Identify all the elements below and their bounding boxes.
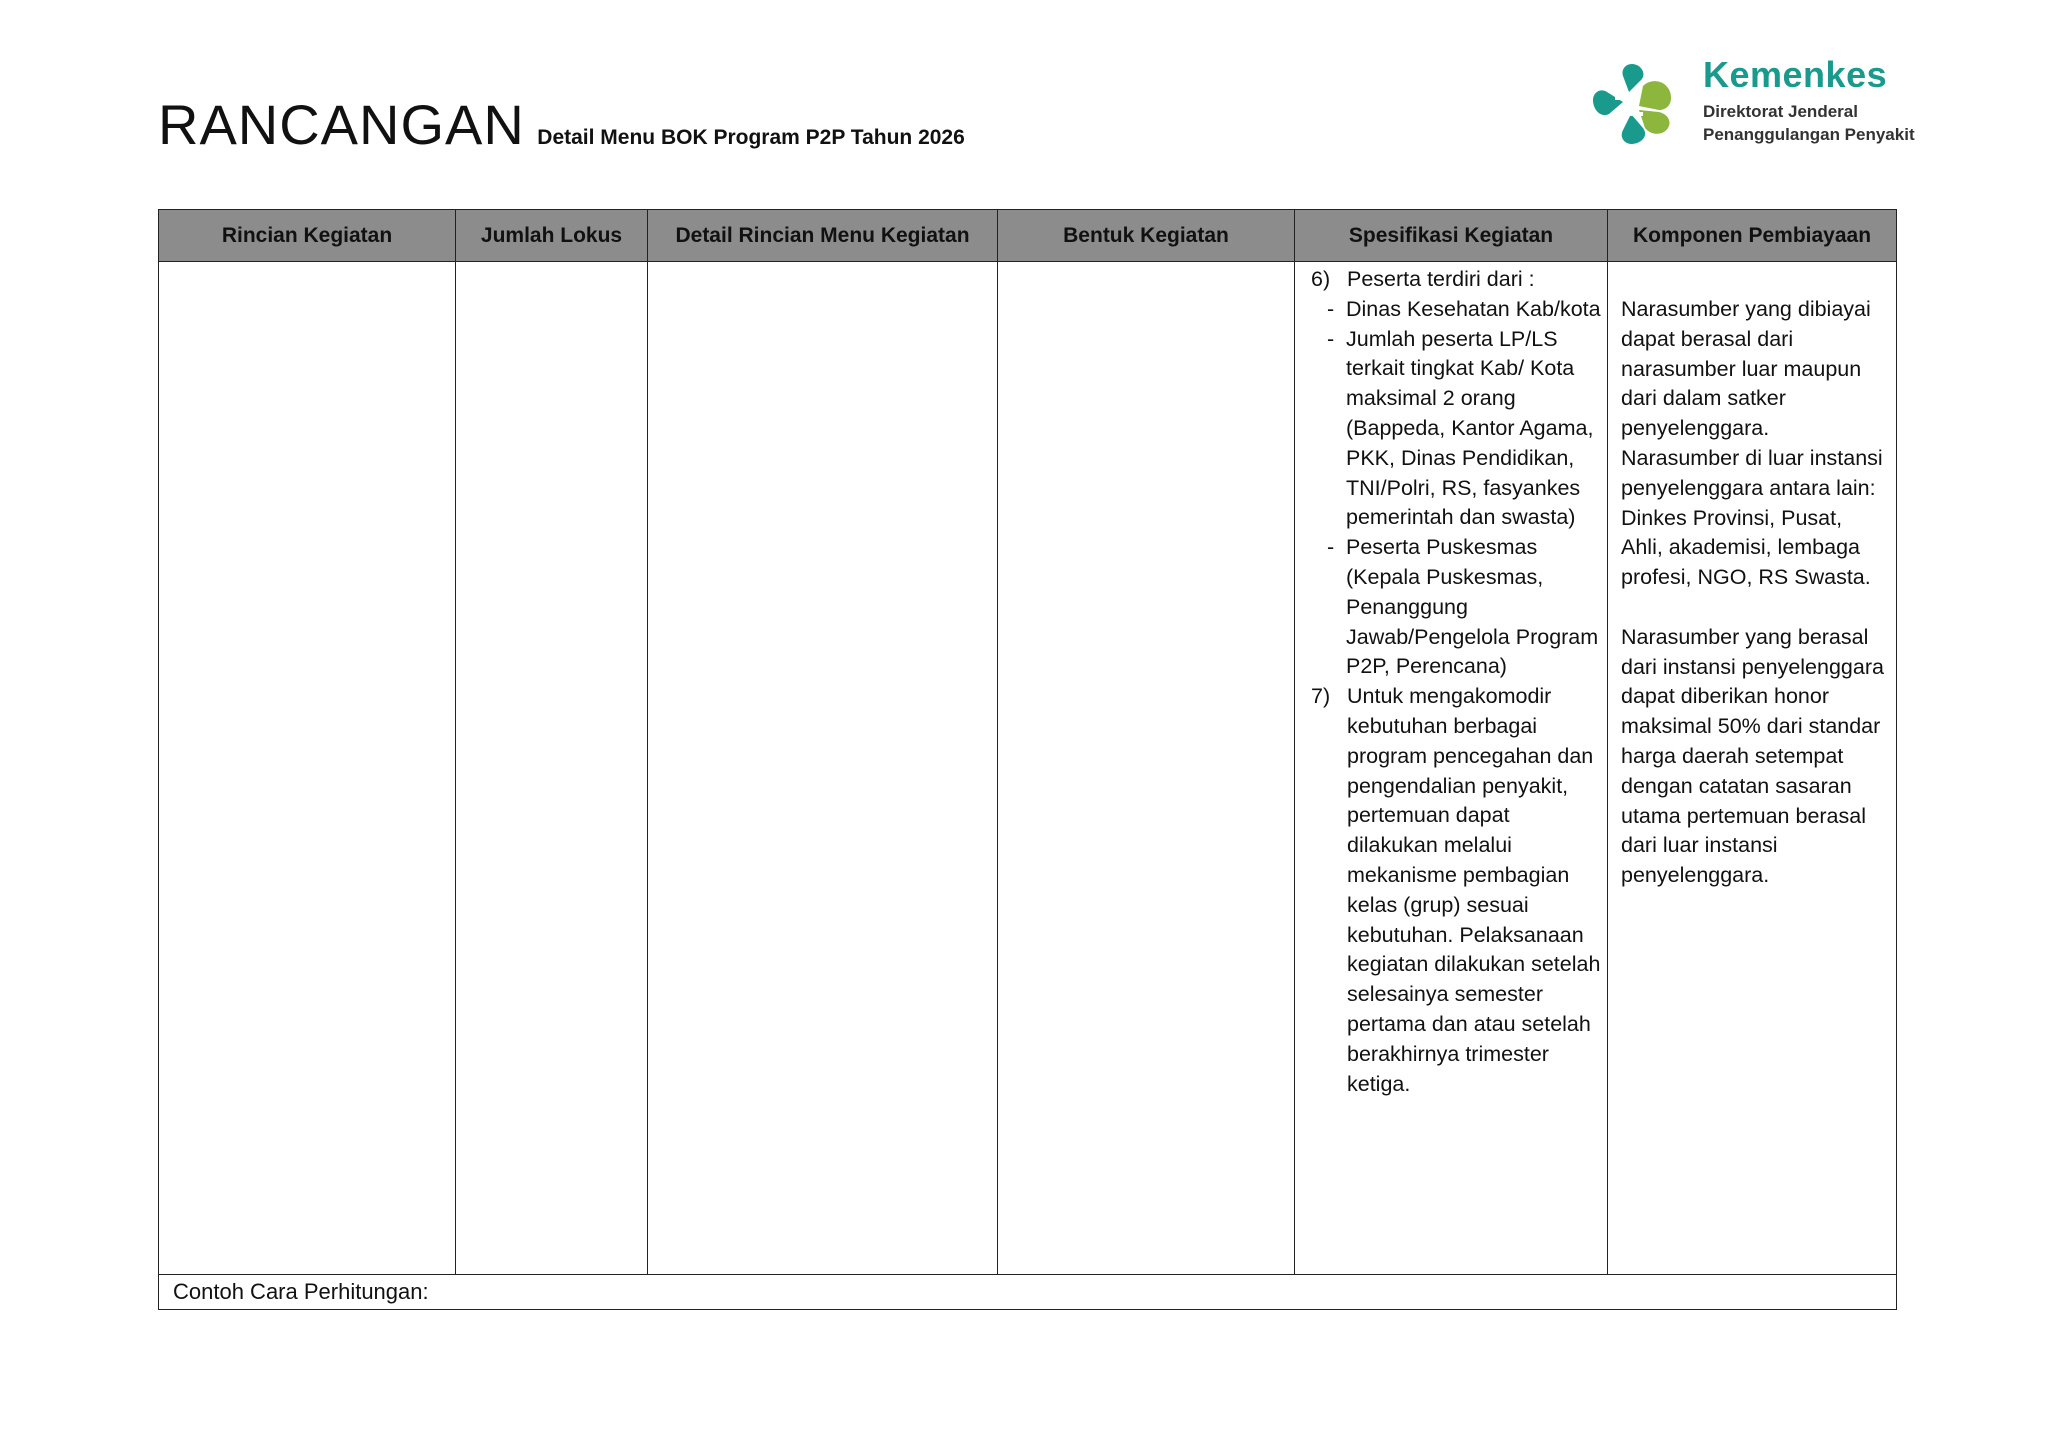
item-text: Peserta terdiri dari : (1347, 267, 1535, 291)
col-header-jumlah-lokus: Jumlah Lokus (456, 210, 648, 262)
subitem-text: Dinas Kesehatan Kab/kota (1346, 296, 1601, 321)
spesifikasi-item-7 (1311, 682, 1601, 1099)
col-header-rincian-kegiatan: Rincian Kegiatan (159, 210, 456, 262)
title-main: RANCANGAN (158, 93, 525, 156)
cell-jumlah-lokus (456, 262, 648, 1275)
logo-subtitle-line2: Penanggulangan Penyakit (1703, 125, 1915, 144)
spesifikasi-item-6 (1311, 265, 1601, 295)
logo-name: Kemenkes (1703, 54, 1888, 95)
komponen-text (1608, 262, 1896, 891)
cell-rincian-kegiatan (159, 262, 456, 1275)
item-number: 7) (1311, 684, 1331, 709)
komponen-paragraph-2: Narasumber yang berasal dari instansi penyelenggara dapat diberikan honor maksimal 50% dari standar harga daerah setempat dengan catatan sasaran utama pertemuan berasal dari luar instansi penyelenggara. (1621, 624, 1884, 888)
spesifikasi-subitem (1327, 295, 1601, 325)
dash-bullet: - (1327, 326, 1335, 351)
col-header-detail-rincian: Detail Rincian Menu Kegiatan (648, 210, 998, 262)
cell-bentuk-kegiatan (998, 262, 1295, 1275)
subitem-text: Jumlah peserta LP/LS terkait tingkat Kab/ Kota maksimal 2 orang (Bappeda, Kantor Agama, PKK, Dinas Pendidikan, TNI/Polri, RS, fasyankes pemerintah dan swasta) (1346, 326, 1594, 530)
menu-detail-table (158, 209, 1897, 1310)
cell-spesifikasi (1295, 262, 1608, 1275)
table-row (159, 262, 1897, 1275)
spesifikasi-subitem (1327, 533, 1601, 682)
col-header-komponen: Komponen Pembiayaan (1608, 210, 1897, 262)
title-subtitle: Detail Menu BOK Program P2P Tahun 2026 (537, 126, 965, 149)
dash-bullet: - (1327, 535, 1335, 560)
item-text: Untuk mengakomodir kebutuhan berbagai program pencegahan dan pengendalian penyakit, pertemuan dapat dilakukan melalui mekanisme pembagian kelas (grup) sesuai kebutuhan. Pelaksanaan kegiatan dilakukan setelah selesainya semester pertama dan atau setelah berakhirnya trimester ketiga. (1347, 684, 1601, 1096)
kemenkes-logo (1585, 52, 1945, 152)
spesifikasi-list (1295, 262, 1607, 1099)
spesifikasi-subitem (1327, 325, 1601, 534)
item-number: 6) (1311, 267, 1331, 291)
cell-komponen-pembiayaan (1608, 262, 1897, 1275)
subitem-text: Peserta Puskesmas (Kepala Puskesmas, Penanggung Jawab/Pengelola Program P2P, Perencana) (1346, 535, 1599, 679)
kemenkes-logo-icon (1585, 56, 1681, 152)
cell-detail-rincian (648, 262, 998, 1275)
logo-subtitle-line1: Direktorat Jenderal (1703, 102, 1858, 121)
contoh-perhitungan-label: Contoh Cara Perhitungan: (159, 1275, 1897, 1310)
table-header-row (159, 210, 1897, 262)
col-header-bentuk-kegiatan: Bentuk Kegiatan (998, 210, 1295, 262)
komponen-paragraph-1: Narasumber yang dibiayai dapat berasal dari narasumber luar maupun dari dalam satker penyelenggara. Narasumber di luar instansi penyelenggara antara lain: Dinkes Provinsi, Pusat, Ahli, akademisi, lembaga profesi, NGO, RS Swasta. (1621, 297, 1883, 590)
dash-bullet: - (1327, 296, 1335, 321)
table-footer-row (159, 1275, 1897, 1310)
col-header-spesifikasi: Spesifikasi Kegiatan (1295, 210, 1608, 262)
page-title (158, 92, 965, 157)
